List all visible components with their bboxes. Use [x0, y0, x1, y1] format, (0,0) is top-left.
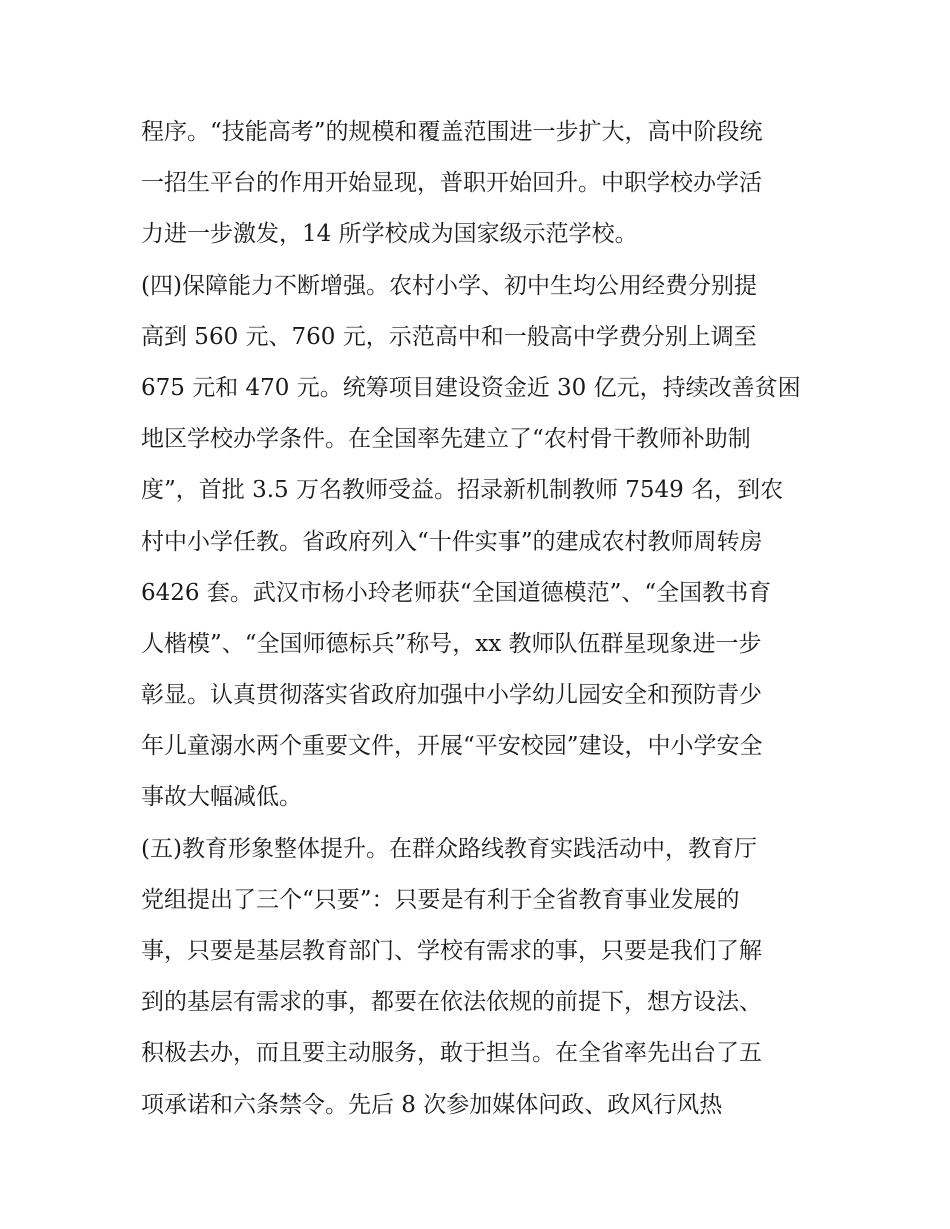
- text-line: (五)教育形象整体提升。在群众路线教育实践活动中，教育厅: [141, 835, 757, 862]
- body-text: [141, 107, 821, 1131]
- text-line: 一招生平台的作用开始显现，普职开始回升。中职学校办学活: [141, 170, 762, 197]
- text-line: 人楷模”、“全国师德标兵”称号，xx 教师队伍群星现象进一步: [141, 630, 762, 657]
- text-line: 程序。“技能高考”的规模和覆盖范围进一步扩大，高中阶段统: [141, 119, 763, 145]
- text-line: 度”，首批 3.5 万名教师受益。招录新机制教师 7549 名，到农: [141, 477, 784, 504]
- text-line: 力进一步激发，14 所学校成为国家级示范学校。: [141, 221, 638, 248]
- text-line: 地区学校办学条件。在全国率先建立了“农村骨干教师补助制: [141, 426, 751, 453]
- text-line: 6426 套。武汉市杨小玲老师获“全国道德模范”、“全国教书育: [141, 579, 772, 606]
- text-line: 年儿童溺水两个重要文件，开展“平安校园”建设，中小学安全: [141, 733, 763, 760]
- text-line: 项承诺和六条禁令。先后 8 次参加媒体问政、政风行风热: [141, 1091, 723, 1118]
- text-line: 积极去办，而且要主动服务，敢于担当。在全省率先出台了五: [141, 1040, 762, 1067]
- text-line: 事，只要是基层教育部门、学校有需求的事，只要是我们了解: [141, 938, 762, 964]
- text-line: 到的基层有需求的事，都要在依法依规的前提下，想方设法、: [141, 989, 762, 1016]
- text-line: 党组提出了三个“只要”：只要是有利于全省教育事业发展的: [141, 886, 740, 913]
- text-line: 675 元和 470 元。统筹项目建设资金近 30 亿元，持续改善贫困: [141, 374, 801, 401]
- text-line: 高到 560 元、760 元，示范高中和一般高中学费分别上调至: [141, 323, 757, 350]
- text-line: (四)保障能力不断增强。农村小学、初中生均公用经费分别提: [141, 272, 757, 299]
- text-line: 事故大幅减低。: [141, 784, 302, 811]
- text-line: 村中小学任教。省政府列入“十件实事”的建成农村教师周转房: [141, 528, 763, 555]
- text-line: 彰显。认真贯彻落实省政府加强中小学幼儿园安全和预防青少: [141, 682, 762, 709]
